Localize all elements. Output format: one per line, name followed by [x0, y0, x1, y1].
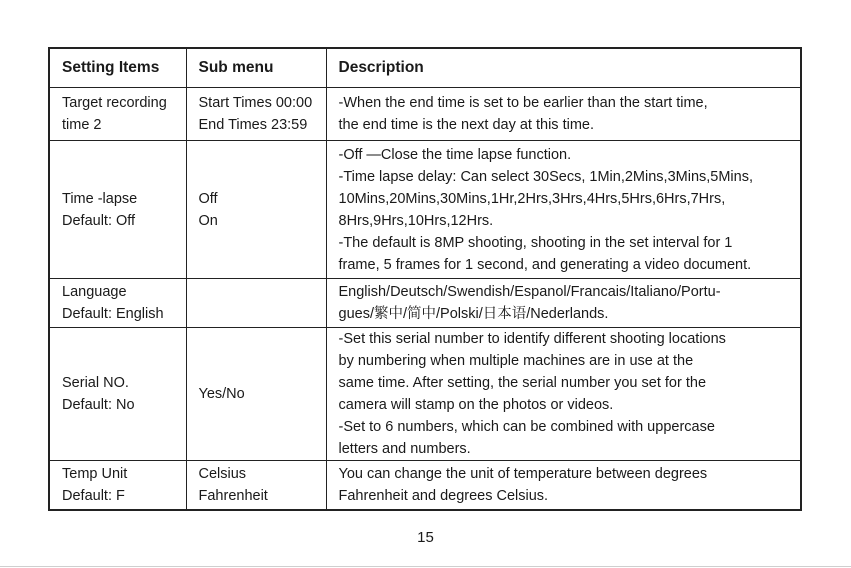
description-line: the end time is the next day at this time.: [338, 117, 594, 133]
setting-item-line: Default: No: [62, 397, 135, 413]
setting-item-cell: [49, 461, 186, 511]
description-line: by numbering when multiple machines are in use at the: [338, 353, 694, 369]
header-description: Description: [326, 48, 801, 88]
sub-menu-line: Yes/No: [198, 386, 245, 402]
description-line: Fahrenheit and degrees Celsius.: [338, 488, 549, 504]
sub-menu-cell: [186, 279, 326, 328]
description-line: -When the end time is set to be earlier than the start time,: [338, 95, 708, 111]
description-line: gues/繁中/简中/Polski/日本语/Nederlands.: [338, 306, 609, 322]
page-number: 15: [417, 529, 434, 546]
description-line: English/Deutsch/Swendish/Espanol/Francais/Italiano/Portu-: [338, 284, 721, 300]
description-line: same time. After setting, the serial number you set for the: [338, 375, 707, 391]
description-line: 8Hrs,9Hrs,10Hrs,12Hrs.: [338, 212, 494, 229]
description-line: letters and numbers.: [338, 441, 471, 457]
table-row-time-lapse: [49, 141, 801, 279]
description-line: -Set to 6 numbers, which can be combined with uppercase: [338, 419, 715, 435]
table-row-temp-unit: [49, 461, 801, 511]
setting-item-cell: [49, 328, 186, 461]
sub-menu-cell: [186, 461, 326, 511]
description-line: -The default is 8MP shooting, shooting in the set interval for 1: [338, 234, 733, 251]
setting-item-cell: [49, 141, 186, 279]
sub-menu-line: Start Times 00:00: [198, 95, 313, 111]
setting-item-line: Time -lapse: [62, 190, 138, 207]
description-line: -Time lapse delay: Can select 30Secs, 1Min,2Mins,3Mins,5Mins,: [338, 168, 753, 185]
header-row: [49, 48, 801, 88]
setting-item-cell: [49, 88, 186, 141]
description-line: -Off —Close the time lapse function.: [338, 146, 572, 163]
sub-menu-line: On: [198, 212, 218, 229]
description-cell: [326, 141, 801, 279]
sub-menu-line: Fahrenheit: [198, 488, 268, 504]
setting-item-line: Language: [62, 284, 127, 300]
description-cell: [326, 88, 801, 141]
table-row-serial-no: [49, 328, 801, 461]
description-line: camera will stamp on the photos or videos.: [338, 397, 614, 413]
setting-item-line: Default: F: [62, 488, 125, 504]
sub-menu-cell: [186, 88, 326, 141]
sub-menu-cell: [186, 328, 326, 461]
description-line: -Set this serial number to identify different shooting locations: [338, 331, 726, 347]
setting-item-line: Default: English: [62, 306, 164, 322]
sub-menu-line: Celsius: [198, 466, 247, 482]
header-setting-items: Setting Items: [49, 48, 186, 88]
settings-table: [48, 47, 802, 511]
description-cell: [326, 328, 801, 461]
setting-item-line: time 2: [62, 117, 102, 133]
sub-menu-line: End Times 23:59: [198, 117, 308, 133]
description-cell: [326, 279, 801, 328]
bottom-divider: [0, 566, 851, 567]
description-line: You can change the unit of temperature between degrees: [338, 466, 708, 482]
setting-item-line: Target recording: [62, 95, 167, 111]
table-row-language: [49, 279, 801, 328]
setting-item-line: Default: Off: [62, 212, 136, 229]
description-line: 10Mins,20Mins,30Mins,1Hr,2Hrs,3Hrs,4Hrs,5Hrs,6Hrs,7Hrs,: [338, 190, 726, 207]
sub-menu-cell: [186, 141, 326, 279]
table-row-target-recording: [49, 88, 801, 141]
description-line: frame, 5 frames for 1 second, and generating a video document.: [338, 256, 752, 273]
setting-item-line: Temp Unit: [62, 466, 128, 482]
setting-item-cell: [49, 279, 186, 328]
description-cell: [326, 461, 801, 511]
setting-item-line: Serial NO.: [62, 375, 129, 391]
sub-menu-line: Off: [198, 190, 218, 207]
header-sub-menu: Sub menu: [186, 48, 326, 88]
